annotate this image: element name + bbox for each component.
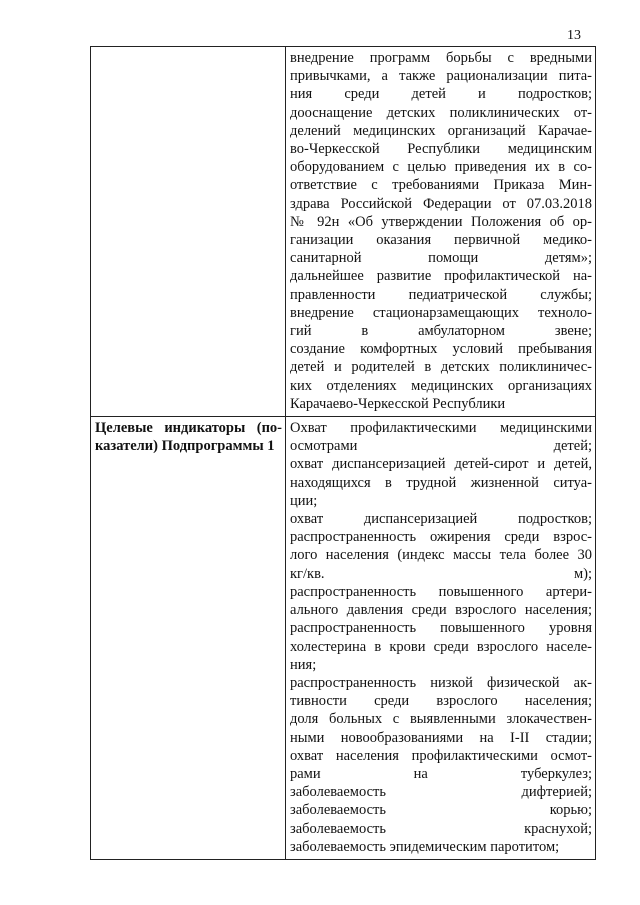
content-line: осмотрами детей; [290, 438, 592, 455]
subprogram-table [90, 46, 596, 860]
content-line: находящихся в трудной жизненной ситуа- [290, 474, 592, 491]
content-line: ального давления среди взрослого населения; [290, 602, 592, 619]
content-line: детей и родителей в детских поликлиничес- [290, 359, 592, 376]
content-line: доля больных с выявленными злокачествен- [290, 711, 592, 728]
content-line: внедрение стационарзамещающих техноло- [290, 304, 592, 321]
content-cell [286, 47, 596, 417]
content-line: правленности педиатрической службы; [290, 286, 592, 303]
content-line: лого населения (индекс массы тела более 30 [290, 547, 592, 564]
content-cell [286, 417, 596, 860]
content-line: ния среди детей и подростков; [290, 86, 592, 103]
content-line: распространенность низкой физической ак- [290, 674, 592, 691]
content-line: охват диспансеризацией детей-сирот и детей, [290, 456, 592, 473]
content-lines [290, 419, 592, 856]
content-line: во-Черкесской Республики медицинским [290, 141, 592, 158]
content-line: делений медицинских организаций Карачае- [290, 122, 592, 139]
content-line: внедрение программ борьбы с вредными [290, 50, 592, 66]
content-line: оборудованием с целью приведения их в со- [290, 159, 592, 176]
content-line: холестерина в крови среди взрослого населе- [290, 638, 592, 655]
table-row [91, 417, 596, 860]
content-line: гий в амбулаторном звене; [290, 323, 592, 340]
content-line: ганизации оказания первичной медико- [290, 232, 592, 249]
content-line: Охват профилактическими медицинскими [290, 420, 592, 437]
content-line: охват диспансеризацией подростков; [290, 511, 592, 528]
content-line: ответствие с требованиями Приказа Мин- [290, 177, 592, 194]
content-line: № 92н «Об утверждении Положения об ор- [290, 213, 592, 230]
content-line: санитарной помощи детям»; [290, 250, 592, 267]
content-line: распространенность повышенного уровня [290, 620, 592, 637]
indicators-label [95, 419, 282, 455]
label-cell [91, 417, 286, 860]
content-line: ции; [290, 492, 318, 509]
content-line: тивности среди взрослого населения; [290, 693, 592, 710]
content-line: распространенность ожирения среди взрос- [290, 529, 592, 546]
label-line: Целевые индикаторы (по- [95, 420, 282, 437]
content-line: распространенность повышенного артери- [290, 583, 592, 600]
page-number: 13 [567, 28, 581, 43]
content-line: привычками, а также рационализации пита- [290, 68, 592, 85]
content-line: заболеваемость краснухой; [290, 820, 592, 837]
content-line: ких отделениях медицинских организациях [290, 377, 592, 394]
content-line: ния; [290, 656, 317, 673]
table-row [91, 47, 596, 417]
content-line: дальнейшее развитие профилактической на- [290, 268, 592, 285]
content-line: ными новообразованиями на I-II стадии; [290, 729, 592, 746]
content-line: здрава Российской Федерации от 07.03.2018 [290, 195, 592, 212]
content-line: заболеваемость корью; [290, 802, 592, 819]
label-line: казатели) Подпрограммы 1 [95, 438, 275, 455]
content-line: заболеваемость эпидемическим паротитом; [290, 838, 560, 855]
label-cell [91, 47, 286, 417]
content-line: кг/кв. м); [290, 565, 592, 582]
content-line: рами на туберкулез; [290, 765, 592, 782]
content-line: Карачаево-Черкесской Республики [290, 395, 506, 412]
content-lines [290, 49, 592, 413]
content-line: заболеваемость дифтерией; [290, 784, 592, 801]
content-line: охват населения профилактическими осмот- [290, 747, 592, 764]
content-line: дооснащение детских поликлинических от- [290, 104, 592, 121]
content-line: создание комфортных условий пребывания [290, 341, 592, 358]
